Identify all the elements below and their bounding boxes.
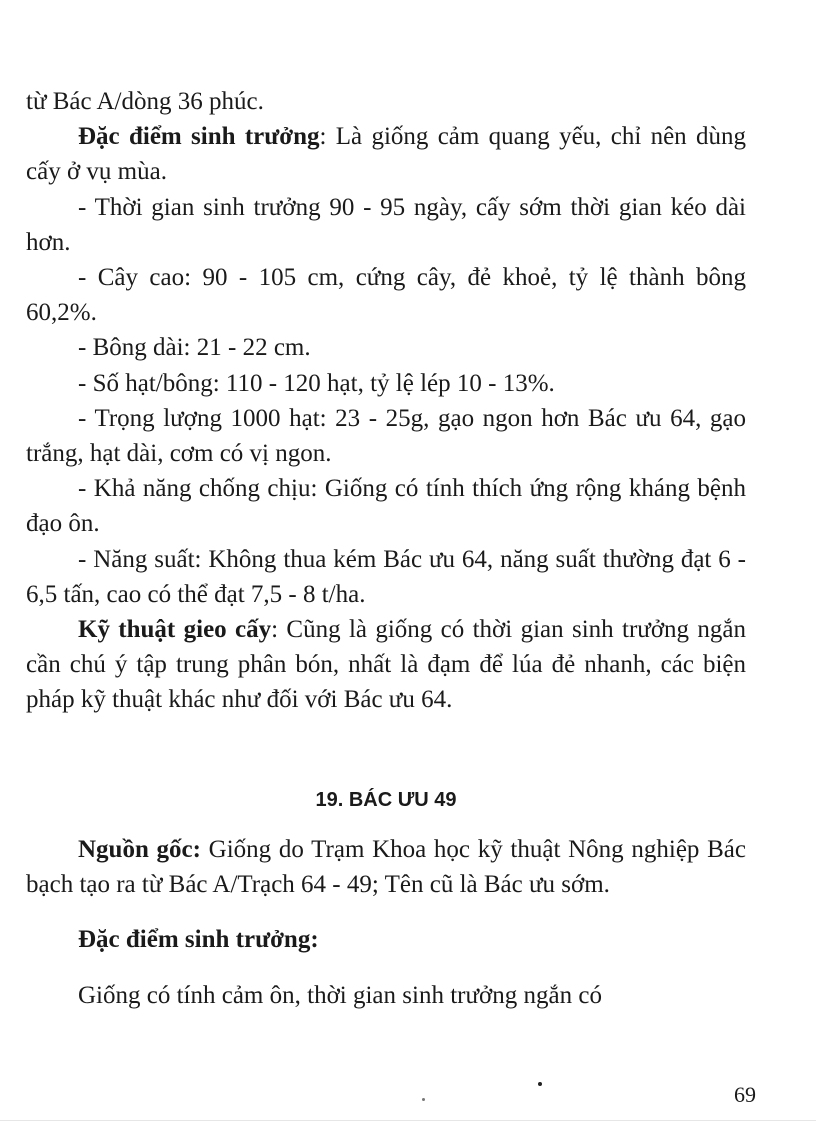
scan-speck [422,1098,425,1101]
origin-label: Nguồn gốc: [78,836,201,863]
continuation-line: từ Bác A/dòng 36 phúc. [26,88,264,115]
page-number: 69 [734,1082,756,1107]
list-item: - Bông dài: 21 - 22 cm. [78,334,311,362]
list-item: - Trọng lượng 1000 hạt: 23 - 25g, gạo ngon hơn Bác ưu 64, gạo trắng, hạt dài, cơm có vị ngon. [26,404,746,468]
list-item: - Năng suất: Không thua kém Bác ưu 64, năng suất thường đạt 6 - 6,5 tấn, cao có thể đạt 7,5 - 8 t/ha. [26,545,746,608]
list-item: - Số hạt/bông: 110 - 120 hạt, tỷ lệ lép 10 - 13%. [78,369,555,397]
technique-text: : Cũng là giống có thời gian sinh trưởng ngắn cần chú ý tập trung phân bón, nhất là đạm để lúa đẻ nhanh, các biện pháp kỹ thuật khác như đối với Bác ưu 64. [26,616,747,714]
section-body [26,832,746,1013]
technique-label: Kỹ thuật gieo cấy [78,616,272,644]
scan-speck [538,1082,542,1086]
growth-label: Đặc điểm sinh trưởng [78,123,320,151]
growth-section-text: Giống có tính cảm ôn, thời gian sinh trưởng ngắn có [78,981,602,1009]
bottom-rule [0,1120,816,1121]
list-item: - Thời gian sinh trưởng 90 - 95 ngày, cấy sớm thời gian kéo dài hơn. [26,193,746,256]
list-item: - Khả năng chống chịu: Giống có tính thích ứng rộng kháng bệnh đạo ôn. [26,475,746,538]
growth-paragraph [26,119,746,189]
body-text [26,84,746,718]
origin-text: Giống do Trạm Khoa học kỹ thuật Nông nghiệp Bác bạch tạo ra từ Bác A/Trạch 64 - 49; Tên cũ là Bác ưu sớm. [26,836,746,899]
origin-paragraph [26,832,746,902]
growth-heading: Đặc điểm sinh trưởng: [78,926,319,954]
list-item: - Cây cao: 90 - 105 cm, cứng cây, đẻ khoẻ, tỷ lệ thành bông 60,2%. [26,264,746,327]
growth-text: : Là giống cảm quang yếu, chỉ nên dùng cấy ở vụ mùa. [26,123,746,186]
technique-paragraph [26,612,746,718]
section-heading: 19. BÁC ƯU 49 [315,789,457,811]
